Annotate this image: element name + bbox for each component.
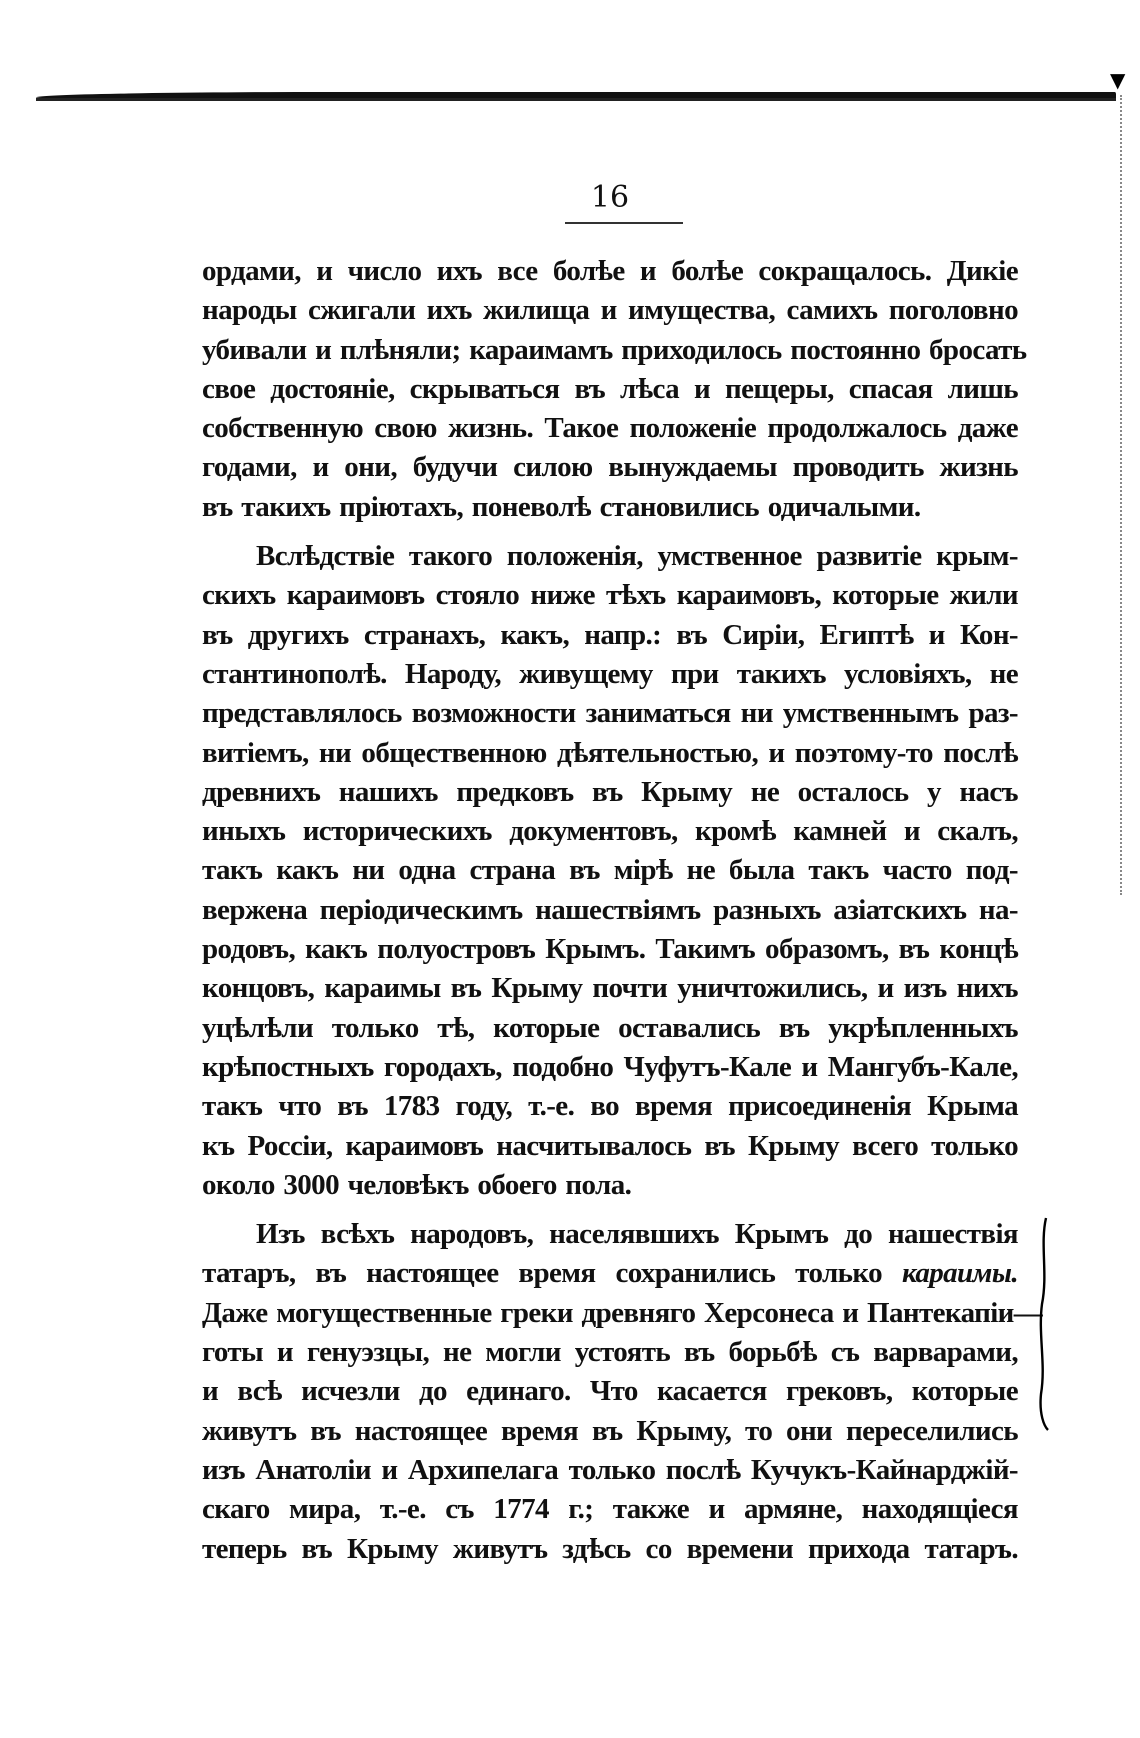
text-line: къ Россіи, караимовъ насчитывалось въ Крыму всего только bbox=[202, 1129, 1018, 1162]
text-line: изъ Анатоліи и Архипелага только послѣ Кучукъ-Кайнарджій- bbox=[202, 1453, 1018, 1486]
paragraph-3 bbox=[202, 1215, 1043, 1565]
text-line: витіемъ, ни общественною дѣятельностью, и поэтому-то послѣ bbox=[202, 736, 1018, 769]
text-line: ордами, и число ихъ все болѣе и болѣе сокращалось. Дикіе bbox=[202, 255, 1018, 287]
text-line: скихъ караимовъ стояло ниже тѣхъ караимовъ, которые жили bbox=[202, 579, 1018, 612]
text-line: и всѣ исчезли до единаго. Что касается грековъ, которые bbox=[202, 1375, 1018, 1408]
top-rule-shadow bbox=[36, 98, 1116, 101]
text-run: татаръ, въ настоящее время сохранились только bbox=[202, 1257, 882, 1290]
text-line: такъ какъ ни одна страна въ мірѣ не была такъ часто под- bbox=[202, 854, 1018, 887]
text-line: въ такихъ пріютахъ, поневолѣ становились одичалыми. bbox=[202, 490, 921, 523]
text-line: народы сжигали ихъ жилища и имущества, самихъ поголовно bbox=[202, 294, 1018, 327]
emphasized-word: караимы. bbox=[901, 1257, 1018, 1290]
page-edge bbox=[1118, 95, 1122, 895]
text-line: въ другихъ странахъ, какъ, напр.: въ Сиріи, Египтѣ и Кон- bbox=[202, 618, 1018, 651]
text-line: крѣпостныхъ городахъ, подобно Чуфутъ-Кале и Мангубъ-Кале, bbox=[202, 1050, 1018, 1083]
corner-mark-icon: ▼ bbox=[1110, 68, 1126, 92]
text-line-cut-off: теперь въ Крыму живутъ здѣсь со времени прихода татаръ. bbox=[202, 1532, 1018, 1565]
text-line: Изъ всѣхъ народовъ, населявшихъ Крымъ до нашествія bbox=[256, 1218, 1018, 1251]
text-line: Вслѣдствіе такого положенія, умственное развитіе крым- bbox=[256, 540, 1018, 573]
text-line: Даже могущественные греки древняго Херсонеса и Пантекапіи— bbox=[202, 1296, 1043, 1329]
text-line: древнихъ нашихъ предковъ въ Крыму не осталось у насъ bbox=[202, 775, 1018, 808]
text-line: концовъ, караимы въ Крыму почти уничтожились, и изъ нихъ bbox=[202, 972, 1018, 1005]
text-line: убивали и плѣняли; караимамъ приходилось постоянно бросать bbox=[202, 333, 1027, 366]
text-line: готы и генуэзцы, не могли устоять въ борьбѣ съ варварами, bbox=[202, 1336, 1018, 1369]
text-line: стантинополѣ. Народу, живущему при такихъ условіяхъ, не bbox=[202, 657, 1018, 690]
text-line: уцѣлѣли только тѣ, которые оставались въ укрѣпленныхъ bbox=[202, 1011, 1018, 1044]
paragraph-2 bbox=[202, 537, 1018, 1205]
text-line: собственную свою жизнь. Такое положеніе продолжалось даже bbox=[202, 412, 1018, 445]
page-body bbox=[202, 252, 1043, 1565]
text-line-with-emphasis bbox=[202, 1254, 1018, 1293]
page-number: 16 bbox=[590, 180, 630, 215]
paragraph-1 bbox=[202, 252, 1027, 527]
text-line: родовъ, какъ полуостровъ Крымъ. Такимъ образомъ, въ концѣ bbox=[202, 933, 1018, 966]
text-line: живутъ въ настоящее время въ Крыму, то они переселились bbox=[202, 1414, 1018, 1447]
text-line: такъ что въ 1783 году, т.-е. во время присоединенія Крыма bbox=[202, 1090, 1018, 1123]
text-line: представлялось возможности заниматься ни умственнымъ раз- bbox=[202, 697, 1018, 730]
margin-bracket-mark bbox=[1036, 1214, 1052, 1434]
page-number-rule bbox=[565, 222, 683, 224]
text-line: скаго мира, т.-е. съ 1774 г.; также и армяне, находящіеся bbox=[202, 1493, 1018, 1526]
text-line: около 3000 человѣкъ обоего пола. bbox=[202, 1168, 632, 1201]
text-line: свое достояніе, скрываться въ лѣса и пещеры, спасая лишь bbox=[202, 372, 1018, 405]
text-line: годами, и они, будучи силою вынуждаемы проводить жизнь bbox=[202, 451, 1018, 484]
text-line: вержена періодическимъ нашествіямъ разныхъ азіатскихъ на- bbox=[202, 893, 1018, 926]
text-line: иныхъ историческихъ документовъ, кромѣ камней и скалъ, bbox=[202, 815, 1018, 848]
